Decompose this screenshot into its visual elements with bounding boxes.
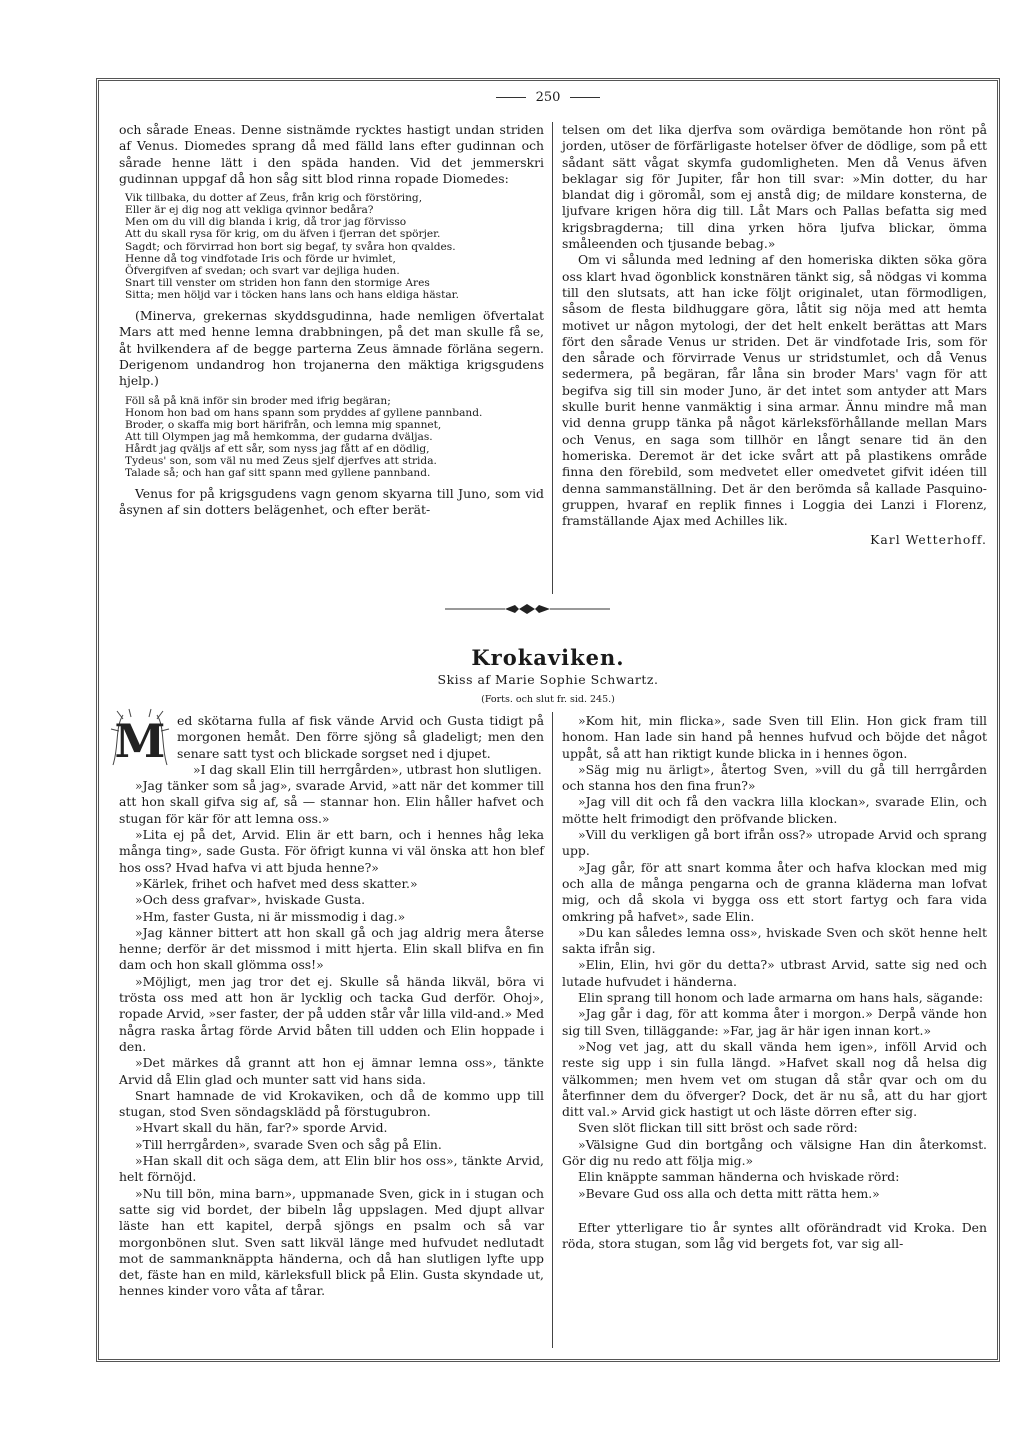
- verse-line: Men om du vill dig blanda i krig, då tror jag förvisso: [125, 216, 407, 229]
- verse-line: Sitta; men höljd var i töcken hans lans och hans eldiga hästar.: [125, 288, 459, 301]
- paragraph: telsen om det lika djerfva som ovärdiga bemötande hon rönt på jorden, utöser de förfärligaste hotelser öfver de dödlige, som på ett sådant sätt vågat skymfa gudomligheten. Men då Venus äfven beklagar sig för Jupiter, får hon till svar: »Min dotter, du har blandat dig i göromål, som ej anstå dig; de mildare konsterna, de ljufvare krigen höra dig till. Låt Mars och Pallas befatta sig med krigsbragderna; till dina yrken höra ljufva blickar, ömma småleenden och tjusande bebag.»: [562, 122, 987, 252]
- continuation-note: (Forts. och slut fr. sid. 245.): [481, 694, 615, 705]
- verse-line: Att du skall rysa för krig, om du äfven i fjerran det spörjer.: [125, 228, 441, 241]
- decorated-initial-icon: [109, 707, 171, 769]
- verse-line: Broder, o skaffa mig bort härifrån, och lemna mig spannet,: [125, 418, 442, 431]
- paragraph: »Du kan således lemna oss», hviskade Sven och sköt henne helt sakta ifrån sig.: [562, 924, 987, 957]
- author-signature: Karl Wetterhoff.: [870, 532, 987, 548]
- story-column-left: [114, 713, 545, 1300]
- paragraph: Om vi sålunda med ledning af den homeriska dikten söka göra oss klart hvad ögonblick konstnären tänkt sig, så nödgas vi komma till den slutsats, att han icke följt originalet, utan förmodligen, såsom de flesta bildhuggare göra, låtit sig nöja med att hemta motivet ur någon mytologi, der det helt enkelt berättas att Mars fört den sårade Venus ur striden. Det är vindfotade Iris, som för den sårade och förvirrade Venus ur stridstumlet, och då Venus sedermera, på begäran, får låna sin broder Mars' vagn för att begifva sig till sin moder Juno, är det intet som antyder att Mars skulle burit henne vanmäktig i sina armar. Ännu mindre må man vid denna grupp tänka på något kärleksförhållande mellan Mars och Venus, en saga som tillhör en långt senare tid än den homeriska. Deremot är det icke svårt att på plastikens område finna den förebild, som medvetet eller omedvetet gifvit idéen till denna sammanställning. Det är den berömda så kallade Pasquino-gruppen, hvaraf en replik finnes i Loggia dei Lanzi i Florenz, framställande Ajax med Achilles lik.: [562, 252, 987, 529]
- verse-line: Sagdt; och förvirrad hon bort sig begaf, ty svåra hon qvaldes.: [125, 240, 456, 253]
- paragraph: »Lita ej på det, Arvid. Elin är ett barn, och i hennes håg leka många ting», sade Gusta. För öfrigt kunna vi väl önska att hon blef hos oss? Hvad hafva vi att bjuda henne?»: [119, 827, 544, 875]
- column-rule-bottom: [552, 712, 553, 1348]
- paragraph: »Elin, Elin, hvi gör du detta?» utbrast Arvid, satte sig ned och lutade hufvudet i händerna.: [562, 957, 987, 989]
- article-column-right: [562, 122, 987, 549]
- paragraph: »Vill du verkligen gå bort ifrån oss?» utropade Arvid och sprang upp.: [562, 827, 987, 859]
- paragraph: Efter ytterligare tio år syntes allt oförändradt vid Kroka. Den röda, stora stugan, som låg vid bergets fot, var sig all-: [562, 1219, 987, 1252]
- paragraph: Snart hamnade de vid Krokaviken, och då de kommo upp till stugan, stod Sven söndagsklädd på förstugubron.: [119, 1087, 544, 1120]
- paragraph: »Nog vet jag, att du skall vända hem igen», inföll Arvid och reste sig upp i sin fulla längd. »Hafvet skall nog då helsa dig välkommen; men hvem vet om stugan då står qvar och om du återfinner dem du öfverger? Dock, det är nu så, att du har gjort ditt val.» Arvid gick hastigt ut och läste dörren efter sig.: [562, 1038, 987, 1120]
- paragraph: ed skötarna fulla af fisk vände Arvid och Gusta tidigt på morgonen hemåt. Den förre sjöng så gladeligt; men den senare satt tyst och blickade sorgset ned i djupet.: [177, 713, 544, 761]
- paragraph: »I dag skall Elin till herrgården», utbrast hon slutligen.: [193, 761, 542, 777]
- paragraph: »Hm, faster Gusta, ni är missmodig i dag.»: [135, 908, 406, 924]
- verse-line: Talade så; och han gaf sitt spann med gyllene pannband.: [125, 467, 431, 480]
- page-number: 250: [96, 90, 1000, 105]
- story-title: Krokaviken.: [471, 645, 625, 670]
- verse-line: Snart till venster om striden hon fann den stormige Ares: [125, 276, 430, 289]
- paragraph: »Möjligt, men jag tror det ej. Skulle så hända likväl, böra vi trösta oss med att hon är lycklig och tacka Gud derför. Ohoj», ropade Arvid, »ser faster, der på udden står vår lilla vild-and.» Med några raska årtag förde Arvid båten till udden och Elin hoppade i den.: [119, 973, 545, 1054]
- verse-line: Att till Olympen jag må hemkomma, der gudarna dväljas.: [125, 430, 433, 443]
- paragraph: »Jag går, för att snart komma åter och hafva klockan med mig och alla de många pengarna och de granna kläderna man lofvat mig, och då skola vi bygga oss ett stort fartyg och fara vida omkring på hafvet», sade Elin.: [562, 859, 987, 924]
- verse-line: Henne då tog vindfotade Iris och förde ur hvimlet,: [125, 252, 396, 265]
- paragraph: »Jag tänker som så jag», svarade Arvid, »att när det kommer till att hon skall gifva sig af, så — stannar hon. Elin håller hafvet och stugan för kär för att lemna oss.»: [119, 778, 544, 826]
- paragraph: »Kärlek, frihet och hafvet med dess skatter.»: [135, 875, 418, 891]
- verse-line: Hårdt jag qväljs af ett sår, som nyss jag fått af en dödlig,: [125, 442, 430, 455]
- verse-line: Honom hon bad om hans spann som pryddes af gyllene pannband.: [125, 406, 483, 419]
- paragraph: »Och dess grafvar», hviskade Gusta.: [135, 892, 366, 908]
- story-column-right: [562, 713, 987, 1253]
- column-rule-top: [552, 122, 553, 594]
- verse-line: Föll så på knä inför sin broder med ifrig begäran;: [125, 394, 391, 407]
- paragraph: »Säg mig nu ärligt», återtog Sven, »vill du gå till herrgården och stanna hos den fina frun?»: [562, 761, 987, 794]
- paragraph: Venus for på krigsgudens vagn genom skyarna till Juno, som vid åsynen af sin dotters belägenhet, och efter berät-: [119, 486, 544, 518]
- paragraph: »Kom hit, min flicka», sade Sven till Elin. Hon gick fram till honom. Han lade sin hand på hennes hufvud och böjde det något uppåt, så att han riktigt kunde blicka in i hennes ögon.: [562, 713, 987, 761]
- paragraph: »Han skall dit och säga dem, att Elin blir hos oss», tänkte Arvid, helt förnöjd.: [119, 1153, 544, 1185]
- paragraph: »Det märkes då grannt att hon ej ämnar lemna oss», tänkte Arvid då Elin glad och munter satt vid hans sida.: [119, 1055, 544, 1087]
- article-column-left: [119, 122, 544, 519]
- paragraph: »Välsigne Gud din bortgång och välsigne Han din återkomst. Gör dig nu redo att följa mig.»: [562, 1136, 987, 1169]
- paragraph: och sårade Eneas. Denne sistnämde rycktes hastigt undan striden af Venus. Diomedes sprang då med fälld lans efter gudinnan och sårade henne lätt i den späda handen. Vid det jemmerskri gudinnan uppgaf då hon såg sitt blod rinna ropade Diomedes:: [119, 122, 544, 186]
- paragraph: »Jag vill dit och få den vackra lilla klockan», svarade Elin, och mötte helt frimodigt den pröfvande blicken.: [562, 794, 987, 826]
- paragraph: »Hvart skall du hän, far?» sporde Arvid.: [135, 1120, 388, 1136]
- paragraph: »Bevare Gud oss alla och detta mitt rätta hem.»: [578, 1185, 880, 1201]
- initial-letter: M: [114, 714, 166, 768]
- verse-line: Eller är ej dig nog att vekliga qvinnor bedåra?: [125, 204, 374, 217]
- story-byline: Skiss af Marie Sophie Schwartz.: [437, 672, 659, 687]
- paragraph: (Minerva, grekernas skyddsgudinna, hade nemligen öfvertalat Mars att med henne lemna drabbningen, på det man skulle få se, åt hvilkendera af de begge parterna Zeus ämnade förläna segern. Derigenom undandrog hon trojanerna den mäktiga krigsgudens hjelp.): [119, 308, 544, 389]
- paragraph: Sven slöt flickan till sitt bröst och sade rörd:: [578, 1120, 858, 1136]
- paragraph: »Till herrgården», svarade Sven och såg på Elin.: [135, 1136, 442, 1152]
- verse-block-2: [125, 395, 544, 480]
- ornament-divider: [445, 603, 610, 615]
- paragraph: »Jag känner bittert att hon skall gå och jag aldrig mera återse henne; derför är det missmod i mitt hjerta. Elin skall blifva en fin dam och hon skall glömma oss!»: [119, 924, 544, 973]
- paragraph: Elin sprang till honom och lade armarna om hans hals, sägande:: [578, 990, 984, 1006]
- paragraph: Elin knäppte samman händerna och hviskade rörd:: [578, 1169, 900, 1185]
- verse-block-1: [125, 192, 544, 301]
- verse-line: Öfvergifven af svedan; och svart var dejliga huden.: [125, 264, 400, 277]
- paragraph: »Nu till bön, mina barn», uppmanade Sven, gick in i stugan och satte sig vid bordet, der bibeln låg uppslagen. Med djupt allvar läste han ett kapitel, derpå sjöngs en psalm och så var morgonbönen slut. Sven satt likväl länge med hufvudet nedlutadt mot de sammanknäppta händerna, och då han slutligen lyfte upp det, fäste han en mild, kärleksfull blick på Elin. Gusta skyndade ut, hennes kinder voro våta af tårar.: [119, 1185, 544, 1299]
- verse-line: Tydeus' son, som väl nu med Zeus sjelf djerfves att strida.: [125, 454, 437, 467]
- verse-line: Vik tillbaka, du dotter af Zeus, från krig och förstöring,: [125, 192, 423, 205]
- paragraph: »Jag går i dag, för att komma åter i morgon.» Derpå vände hon sig till Sven, tilläggande: »Far, jag är här igen innan kort.»: [562, 1006, 987, 1038]
